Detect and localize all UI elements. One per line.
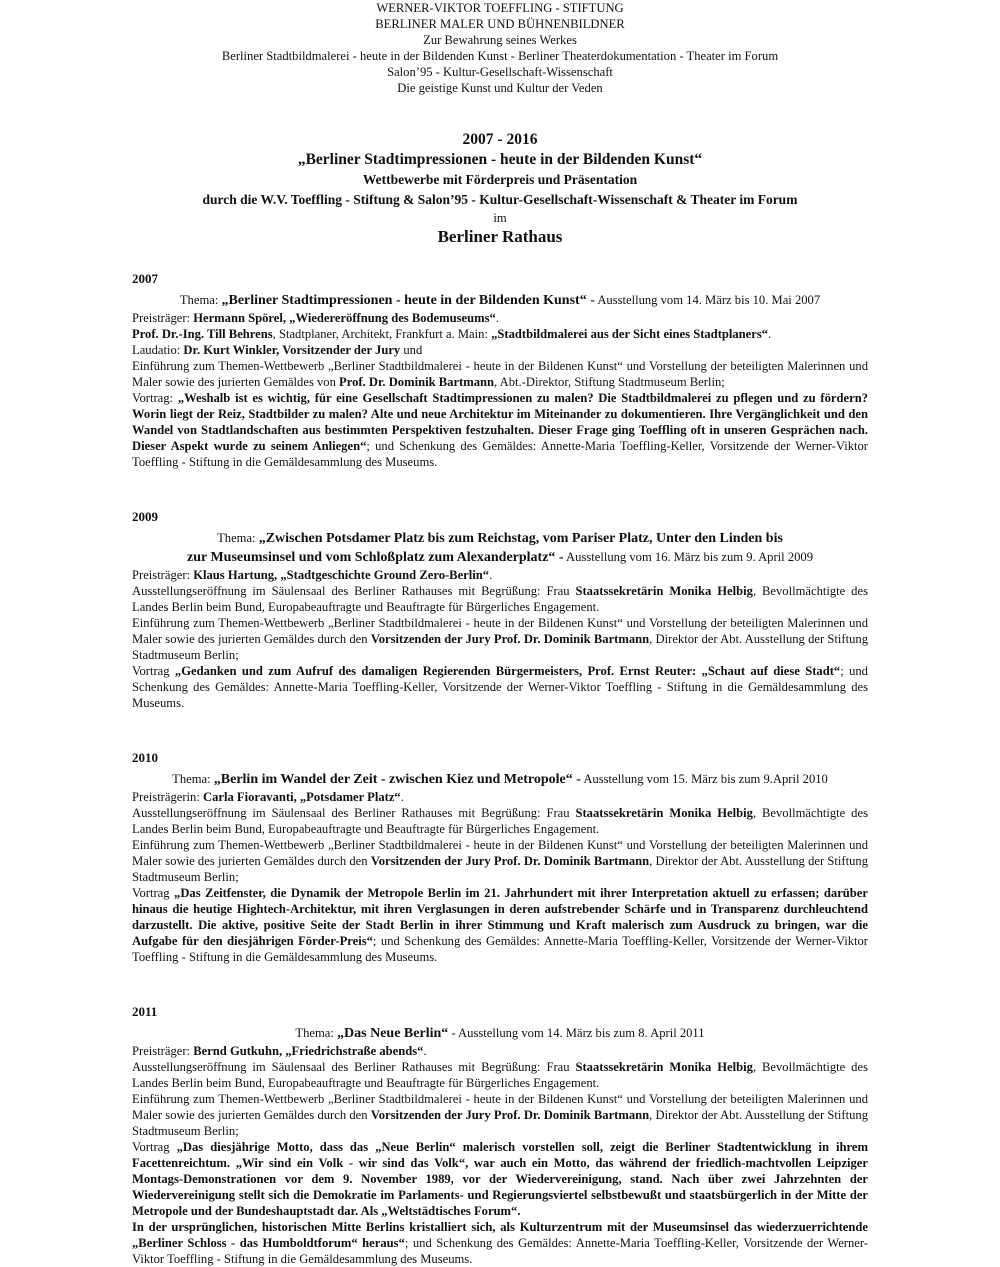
prize-winner	[132, 310, 868, 326]
intro-name: Vorsitzenden der Jury Prof. Dr. Dominik Bartmann	[370, 632, 650, 646]
lecture-continuation	[132, 1219, 868, 1267]
foundation-header	[132, 0, 868, 96]
prize-end: .	[489, 568, 493, 582]
lecture-title-cont: In der ursprünglichen, historischen Mitte Berlins kristalliert sich, als Kulturzentrum mit der Museumsinsel das wiederzuerrichtende „Berliner Schloss - das Humboldtforum“ heraus“	[132, 1220, 868, 1250]
lecture-label: Vortrag	[132, 886, 175, 900]
thema-title: „Berlin im Wandel der Zeit - zwischen Kiez und Metropole“ -	[213, 772, 581, 787]
opening-end: , Bevollmächtigte des Landes Berlin beim Bund, Europabeauftragte und Beauftragte für Bürgerliches Engagement.	[132, 584, 868, 614]
section-thema	[132, 1024, 868, 1043]
prize-label: Preisträger:	[132, 311, 194, 325]
lecture-end: ; und Schenkung des Gemäldes: Annette-Maria Toeffling-Keller, Vorsitzende der Werner-Viktor Toeffling - Stiftung in die Gemäldesammlung des Museums.	[132, 439, 868, 469]
speaker-topic: „Stadtbildmalerei aus der Sicht eines Stadtplaners“	[491, 327, 769, 341]
speaker-role: , Stadtplaner, Architekt, Frankfurt a. Main:	[272, 327, 492, 341]
opening-end: , Bevollmächtigte des Landes Berlin beim Bund, Europabeauftragte und Beauftragte für Bürgerliches Engagement.	[132, 806, 868, 836]
prize-label: Preisträger:	[132, 1044, 194, 1058]
speaker-name: Prof. Dr.-Ing. Till Behrens	[132, 327, 273, 341]
opening-name: Staatssekretärin Monika Helbig	[575, 1060, 753, 1074]
intro-end: , Abt.-Direktor, Stiftung Stadtmuseum Berlin;	[494, 375, 725, 389]
section-year: 2010	[132, 750, 158, 765]
section-2007	[132, 270, 868, 470]
laudatio-label: Laudatio:	[132, 343, 184, 357]
section-year: 2009	[132, 509, 158, 524]
lecture	[132, 885, 868, 965]
title-subtitle-2: durch die W.V. Toeffling - Stiftung & Salon’95 - Kultur-Gesellschaft-Wissenschaft & Theater im Forum	[202, 192, 798, 207]
lecture-title: „Gedanken und zum Aufruf des damaligen Regierenden Bürgermeisters, Prof. Ernst Reuter: „Schaut auf diese Stadt“	[174, 664, 841, 678]
intro-text: Einführung zum Themen-Wettbewerb „Berliner Stadtbildmalerei - heute in der Bildenen Kunst“ und Vorstellung der beteiligten Malerinnen und Maler sowie des jurierten Gemäldes durch den	[132, 838, 868, 868]
prize-end: .	[400, 790, 404, 804]
thema-dates: - Ausstellung vom 14. März bis zum 8. April 2011	[448, 1026, 705, 1040]
prize-name: Bernd Gutkuhn, „Friedrichstraße abends“	[193, 1044, 424, 1058]
thema-dates: Ausstellung vom 16. März bis zum 9. April 2009	[563, 550, 814, 564]
opening-text: Ausstellungseröffnung im Säulensaal des Berliner Rathauses mit Begrüßung: Frau	[132, 1060, 576, 1074]
speaker-end: .	[768, 327, 772, 341]
exhibition-opening	[132, 805, 868, 837]
thema-dates: Ausstellung vom 15. März bis zum 9.April 2010	[580, 772, 828, 786]
opening-text: Ausstellungseröffnung im Säulensaal des Berliner Rathauses mit Begrüßung: Frau	[132, 806, 576, 820]
laudatio-end: und	[400, 343, 423, 357]
guest-speaker	[132, 326, 868, 342]
section-thema-cont	[132, 548, 868, 567]
lecture-end: ; und Schenkung des Gemäldes: Annette-Maria Toeffling-Keller, Vorsitzende der Werner-Viktor Toeffling - Stiftung in die Gemäldesammlung des Museums.	[132, 934, 868, 964]
thema-dates: Ausstellung vom 14. März bis 10. Mai 2007	[594, 293, 821, 307]
introduction	[132, 615, 868, 663]
opening-text: Ausstellungseröffnung im Säulensaal des Berliner Rathauses mit Begrüßung: Frau	[132, 584, 576, 598]
prize-winner	[132, 789, 868, 805]
intro-text: Einführung zum Themen-Wettbewerb „Berliner Stadtbildmalerei - heute in der Bildenen Kunst“ und Vorstellung der beteiligten Malerinnen und Maler sowie des jurierten Gemäldes durch den	[132, 616, 868, 646]
lecture-label: Vortrag:	[132, 391, 178, 405]
thema-label: Thema:	[295, 1026, 338, 1040]
thema-label: Thema:	[217, 531, 259, 545]
lecture	[132, 1139, 868, 1219]
section-thema	[132, 529, 868, 548]
intro-end: , Direktor der Abt. Ausstellung der Stiftung Stadtmuseum Berlin;	[132, 854, 868, 884]
exhibition-opening	[132, 1059, 868, 1091]
thema-label: Thema:	[179, 293, 222, 307]
prize-name: Carla Fioravanti, „Potsdamer Platz“	[203, 790, 401, 804]
lecture-end: ; und Schenkung des Gemäldes: Annette-Maria Toeffling-Keller, Vorsitzende der Werner-Viktor Toeffling - Stiftung in die Gemäldesammlung des Museums.	[132, 1236, 869, 1266]
header-line-profession: BERLINER MALER UND BÜHNENBILDNER	[375, 17, 625, 31]
header-line-programs: Berliner Stadtbildmalerei - heute in der Bildenden Kunst - Berliner Theaterdokumentation - Theater im Forum	[221, 49, 779, 63]
title-subtitle-1: Wettbewerbe mit Förderpreis und Präsentation	[362, 172, 638, 187]
prize-label: Preisträger:	[132, 568, 194, 582]
intro-text: Einführung zum Themen-Wettbewerb „Berliner Stadtbildmalerei - heute in der Bildenen Kunst“ und Vorstellung der beteiligten Malerinnen und Maler sowie des jurierten Gemäldes durch den	[132, 1092, 868, 1122]
thema-title-line1: „Zwischen Potsdamer Platz bis zum Reichstag, vom Pariser Platz, Unter den Linden bis	[258, 531, 783, 546]
introduction	[132, 1091, 868, 1139]
header-line-foundation: WERNER-VIKTOR TOEFFLING - STIFTUNG	[376, 1, 624, 15]
thema-title-line2: zur Museumsinsel und vom Schloßplatz zum Alexanderplatz“ -	[186, 550, 564, 565]
prize-name: Hermann Spörel, „Wiedereröffnung des Bodemuseums“	[193, 311, 496, 325]
lecture-title: „Das Zeitfenster, die Dynamik der Metropole Berlin im 21. Jahrhundert mit ihrer Interpretation aktuell zu erfassen; darüber hinaus die heutige Hightech-Architektur, mit ihren Verglasungen in deren aufstrebender Schärfe und in Transparenz durchleuchtend darzustellt. Die aktive, positive Seite der Stadt Berlin in ihrer Stimmung und Kraft malerisch zum Ausdruck zu bringen, war die Aufgabe für den diesjährigen Förder-Preis“	[132, 886, 868, 948]
section-thema	[132, 770, 868, 789]
thema-label: Thema:	[172, 772, 214, 786]
intro-name: Vorsitzenden der Jury Prof. Dr. Dominik Bartmann	[370, 854, 650, 868]
introduction	[132, 837, 868, 885]
title-name: „Berliner Stadtimpressionen - heute in der Bildenden Kunst“	[297, 151, 703, 168]
section-2011	[132, 1003, 868, 1267]
lecture-title: „Weshalb ist es wichtig, für eine Gesellschaft Stadtimpressionen zu malen? Die Stadtbildmalerei zu pflegen und zu fördern? Worin liegt der Reiz, Stadtbilder zu malen? Alte und neue Architektur im Miteinander zu dokumentieren. Ihre Vergänglichkeit und den Wandel von Stadtlandschaften aus bestimmten Perspektiven festzuhalten. Dieser Frage ging Toeffling oft in unseren Gesprächen nach. Dieser Aspekt wurde zu seinem Anliegen“	[132, 391, 868, 453]
thema-title: „Berliner Stadtimpressionen - heute in der Bildenden Kunst“ -	[221, 293, 595, 308]
lecture-label: Vortrag	[132, 664, 175, 678]
lecture-end: ; und Schenkung des Gemäldes: Annette-Maria Toeffling-Keller, Vorsitzende der Werner-Viktor Toeffling - Stiftung in die Gemäldesammlung des Museums.	[132, 664, 868, 710]
title-venue: Berliner Rathaus	[437, 227, 563, 246]
lecture	[132, 390, 868, 470]
opening-name: Staatssekretärin Monika Helbig	[575, 806, 753, 820]
section-year: 2011	[132, 1004, 158, 1019]
section-2009	[132, 508, 868, 711]
prize-end: .	[495, 311, 499, 325]
laudatio-name: Dr. Kurt Winkler, Vorsitzender der Jury	[183, 343, 401, 357]
title-years: 2007 - 2016	[462, 131, 538, 148]
laudatio	[132, 342, 868, 358]
section-thema	[132, 291, 868, 310]
intro-text: Einführung zum Themen-Wettbewerb „Berliner Stadtbildmalerei - heute in der Bildenen Kunst“ und Vorstellung der beteiligten Malerinnen und Maler sowie des jurierten Gemäldes von	[132, 359, 868, 389]
lecture-title: „Das diesjährige Motto, dass das „Neue Berlin“ malerisch vorstellen soll, zeigt die Berliner Stadtentwicklung in ihrem Facettenreichtum. „Wir sind ein Volk - wir sind das Volk“, war auch ein Motto, das während der friedlich-machtvollen Leipziger Montags-Demonstrationen vor dem 9. November 1989, vor der Wiedervereinigung, stand. Nach über zwei Jahrzehnten der Wiedervereinigung stellt sich die Demokratie im Parlaments- und Regierungsviertel selbstbewußt und staatsbürgerlich in der Mitte der Metropole und der Bundeshauptstadt dar. Als „Weltstädtisches Forum“.	[132, 1140, 868, 1218]
lecture-label: Vortrag	[132, 1140, 177, 1154]
prize-name: Klaus Hartung, „Stadtgeschichte Ground Zero-Berlin“	[193, 568, 490, 582]
intro-name: Prof. Dr. Dominik Bartmann	[339, 375, 495, 389]
prize-end: .	[423, 1044, 427, 1058]
intro-end: , Direktor der Abt. Ausstellung der Stiftung Stadtmuseum Berlin;	[132, 632, 868, 662]
header-line-veden: Die geistige Kunst und Kultur der Veden	[397, 81, 603, 95]
thema-title: „Das Neue Berlin“	[337, 1026, 449, 1041]
prize-winner	[132, 567, 868, 583]
intro-name: Vorsitzenden der Jury Prof. Dr. Dominik Bartmann	[370, 1108, 650, 1122]
section-year: 2007	[132, 271, 158, 286]
opening-name: Staatssekretärin Monika Helbig	[575, 584, 753, 598]
intro-end: , Direktor der Abt. Ausstellung der Stiftung Stadtmuseum Berlin;	[132, 1108, 868, 1138]
opening-end: , Bevollmächtigte des Landes Berlin beim Bund, Europabeauftragte und Beauftragte für Bürgerliches Engagement.	[132, 1060, 868, 1090]
lecture	[132, 663, 868, 711]
prize-label: Preisträgerin:	[132, 790, 203, 804]
prize-winner	[132, 1043, 868, 1059]
title-im: im	[493, 211, 507, 225]
section-2010	[132, 749, 868, 965]
header-line-salon: Salon’95 - Kultur-Gesellschaft-Wissenschaft	[387, 65, 613, 79]
header-line-purpose: Zur Bewahrung seines Werkes	[423, 33, 577, 47]
document-title-block	[132, 130, 868, 248]
exhibition-opening	[132, 583, 868, 615]
introduction	[132, 358, 868, 390]
